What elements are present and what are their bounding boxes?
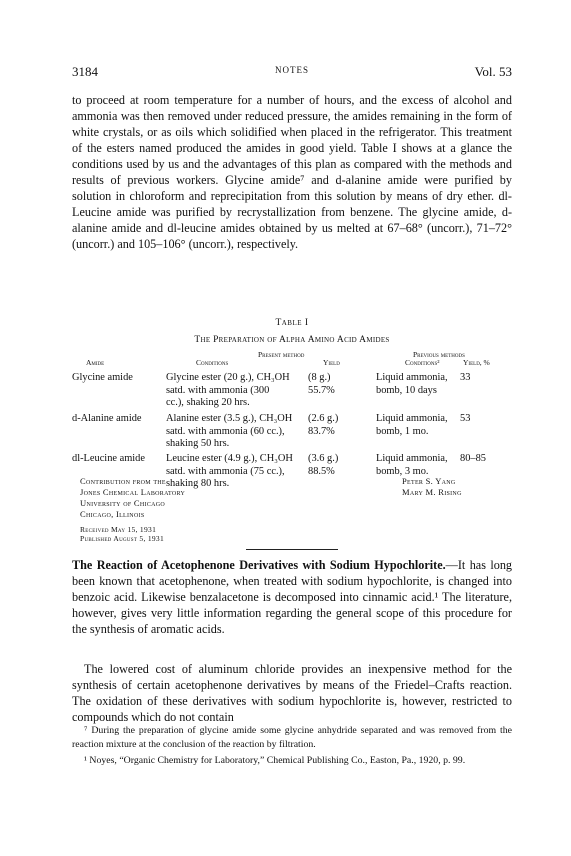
amide-name: dl-Leucine amide <box>72 453 145 464</box>
page-header <box>72 64 512 80</box>
present-yield <box>308 413 348 438</box>
conditions-line: Leucine ester (4.9 g.), CH₃OH <box>166 453 293 464</box>
table-title: Table I <box>275 318 309 328</box>
header-conditions: Conditions <box>196 358 229 367</box>
contribution-line: University of Chicago <box>80 498 166 508</box>
previous-yield: 33 <box>460 372 471 383</box>
author-name: Mary M. Rising <box>402 487 462 497</box>
section-title: NOTES <box>275 65 309 75</box>
yield-line: 88.5% <box>308 465 335 477</box>
present-conditions <box>166 413 306 451</box>
previous-conditions-line: bomb, 10 days <box>376 384 437 396</box>
header-previous-methods: Previous methods <box>413 350 465 359</box>
dates-block <box>80 525 164 543</box>
note-paragraph-2: The lowered cost of aluminum chloride provides an inexpensive method for the synthesis of certain acetophenone derivatives by means of the Friedel–Crafts reaction. The oxidation of these derivatives with sodium hypochlorite is, however, restricted to compounds which do not contain <box>72 662 512 724</box>
note-title: The Reaction of Acetophenone Derivatives with Sodium Hypochlorite. <box>72 558 446 572</box>
previous-conditions <box>376 413 464 438</box>
authors-block <box>402 476 462 498</box>
header-previous-conditions: Conditions² <box>405 358 440 367</box>
contribution-block <box>80 476 185 520</box>
yield-line: 55.7% <box>308 384 335 396</box>
conditions-line: satd. with ammonia (75 cc.), <box>166 465 285 477</box>
previous-yield: 53 <box>460 413 471 424</box>
conditions-line: shaking 80 hrs. <box>166 478 230 489</box>
conditions-line: Glycine ester (20 g.), CH₃OH <box>166 372 290 383</box>
header-previous-yield: Yield, % <box>463 358 490 367</box>
header-amide: Amide <box>86 358 105 367</box>
contribution-line: Jones Chemical Laboratory <box>80 487 186 497</box>
volume-number: Vol. 53 <box>474 64 512 79</box>
page-number: 3184 <box>72 64 98 79</box>
section-divider <box>246 549 338 550</box>
conditions-line: Alanine ester (3.5 g.), CH₃OH <box>166 413 293 424</box>
amide-name: Glycine amide <box>72 372 133 383</box>
conditions-line: cc.), shaking 20 hrs. <box>166 397 250 408</box>
previous-conditions-line: Liquid ammonia, <box>376 372 448 383</box>
yield-line: (2.6 g.) <box>308 413 339 424</box>
note-body: —It has long been known that acetophenone, when treated with sodium hypochlorite, is changed into benzoic acid. Likewise benzalacetone is decomposed into cinnamic acid.¹ The literature, however, gives very little information regarding the general scope of this procedure for the synthesis of aromatic acids. <box>72 558 513 636</box>
previous-conditions-line: bomb, 3 mo. <box>376 465 429 477</box>
present-yield <box>308 372 348 397</box>
footnote: ¹ Noyes, “Organic Chemistry for Laboratory,” Chemical Publishing Co., Easton, Pa., 1920, p. 99. <box>84 755 466 766</box>
intro-paragraph: to proceed at room temperature for a number of hours, and the excess of alcohol and ammonia was then removed under reduced pressure, the amides remaining in the form of white crystals, or as oils which solidified when placed in the refrigerator. This treatment of the esters named produced the amides in good yield. Table I shows at a glance the conditions used by us and the advantages of this plan as compared with the methods and results of previous workers. Glycine amide⁷ and d-alanine amide were purified by solution in chloroform and reprecipitation from this solution by means of dry ether. dl-Leucine amide was purified by recrystallization from benzene. The glycine amide, d-alanine amide and dl-leucine amides obtained by us melted at 67–68° (uncorr.), 71–72° (uncorr.) and 105–106° (uncorr.), respectively. <box>72 93 512 251</box>
note-paragraph <box>72 557 512 637</box>
author-name: Peter S. Yang <box>402 476 456 486</box>
present-conditions <box>166 453 306 491</box>
header-yield: Yield <box>323 358 340 367</box>
conditions-line: satd. with ammonia (300 <box>166 384 270 396</box>
present-yield <box>308 453 348 478</box>
contribution-line: Chicago, Illinois <box>80 509 145 519</box>
table-subtitle: The Preparation of Alpha Amino Acid Amides <box>194 335 390 345</box>
previous-conditions <box>376 372 464 397</box>
amide-name: d-Alanine amide <box>72 413 142 424</box>
contribution-line: Contribution from the <box>80 476 166 486</box>
yield-line: (8 g.) <box>308 372 331 383</box>
previous-yield: 80–85 <box>460 453 486 464</box>
conditions-line: satd. with ammonia (60 cc.), <box>166 425 285 437</box>
present-conditions <box>166 372 306 410</box>
previous-conditions-line: bomb, 1 mo. <box>376 425 429 437</box>
footnotes <box>72 724 512 770</box>
previous-conditions-line: Liquid ammonia, <box>376 453 448 464</box>
previous-conditions <box>376 453 464 478</box>
previous-conditions-line: Liquid ammonia, <box>376 413 448 424</box>
received-date: Received May 15, 1931 <box>80 525 157 534</box>
published-date: Published August 5, 1931 <box>80 534 165 543</box>
header-present-method: Present method <box>258 350 305 359</box>
footnote: ⁷ During the preparation of glycine amide some glycine anhydride separated and was removed from the reaction mixture at the conclusion of the reaction by filtration. <box>72 725 512 750</box>
yield-line: (3.6 g.) <box>308 453 339 464</box>
conditions-line: shaking 50 hrs. <box>166 438 230 449</box>
yield-line: 83.7% <box>308 425 335 437</box>
